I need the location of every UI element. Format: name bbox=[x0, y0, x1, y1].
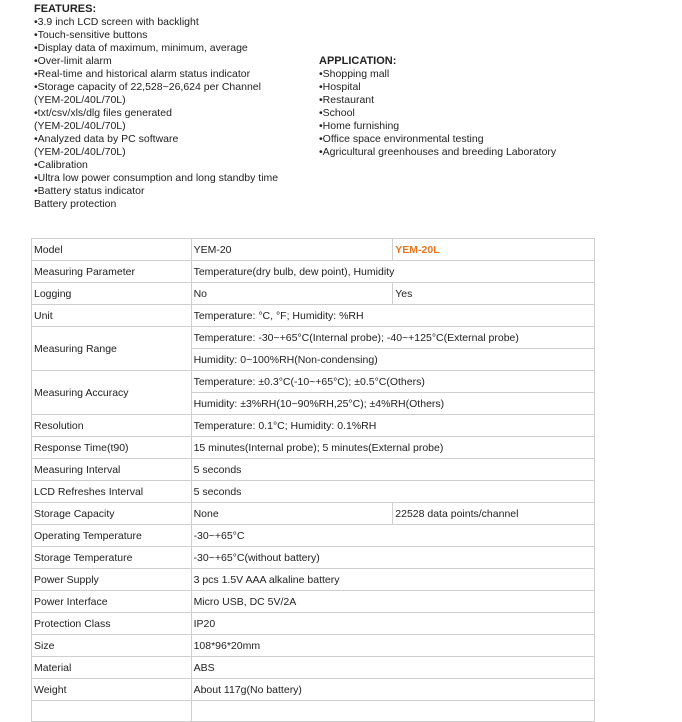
row-label: Measuring Range bbox=[32, 327, 192, 371]
application-item: •Restaurant bbox=[319, 94, 375, 106]
table-row bbox=[32, 657, 595, 679]
row-label: Measuring Interval bbox=[32, 459, 192, 481]
feature-item: •Over-limit alarm bbox=[34, 55, 112, 67]
row-label: Material bbox=[32, 657, 192, 679]
row-label: Storage Capacity bbox=[32, 503, 192, 525]
feature-item: •Display data of maximum, minimum, average bbox=[34, 42, 248, 54]
empty-cell bbox=[32, 701, 192, 722]
empty-cell bbox=[191, 701, 594, 722]
table-row bbox=[32, 261, 595, 283]
table-row bbox=[32, 569, 595, 591]
feature-item: •Battery status indicator bbox=[34, 185, 145, 197]
row-value: 5 seconds bbox=[191, 481, 594, 503]
logging-yem-20: No bbox=[191, 283, 393, 305]
table-row bbox=[32, 371, 595, 393]
row-value: -30~+65°C bbox=[191, 525, 594, 547]
table-row bbox=[32, 239, 595, 261]
row-value: Temperature: °C, °F; Humidity: %RH bbox=[191, 305, 594, 327]
row-label: Logging bbox=[32, 283, 192, 305]
feature-item: •txt/csv/xls/dlg files generated bbox=[34, 107, 172, 119]
table-row bbox=[32, 481, 595, 503]
table-row bbox=[32, 305, 595, 327]
table-row bbox=[32, 415, 595, 437]
row-value: IP20 bbox=[191, 613, 594, 635]
row-label: Weight bbox=[32, 679, 192, 701]
application-item: •Agricultural greenhouses and breeding Laboratory bbox=[319, 146, 557, 158]
table-row bbox=[32, 437, 595, 459]
feature-item: (YEM-20L/40L/70L) bbox=[34, 94, 126, 106]
table-row bbox=[32, 283, 595, 305]
model-yem-20: YEM-20 bbox=[191, 239, 393, 261]
application-item: •Shopping mall bbox=[319, 68, 390, 80]
row-label: Power Interface bbox=[32, 591, 192, 613]
feature-item: •Touch-sensitive buttons bbox=[34, 29, 148, 41]
row-value: Temperature(dry bulb, dew point), Humidity bbox=[191, 261, 594, 283]
application-item: •Home furnishing bbox=[319, 120, 400, 132]
table-row bbox=[32, 613, 595, 635]
row-value: Temperature: ±0.3°C(-10~+65°C); ±0.5°C(Others) bbox=[191, 371, 594, 393]
specifications-table bbox=[31, 238, 595, 722]
table-row bbox=[32, 525, 595, 547]
row-label: Power Supply bbox=[32, 569, 192, 591]
application-section bbox=[319, 55, 556, 159]
feature-item: (YEM-20L/40L/70L) bbox=[34, 120, 126, 132]
table-row bbox=[32, 503, 595, 525]
row-value: Temperature: -30~+65°C(Internal probe); -40~+125°C(External probe) bbox=[191, 327, 594, 349]
row-value: 108*96*20mm bbox=[191, 635, 594, 657]
row-label: Response Time(t90) bbox=[32, 437, 192, 459]
row-label: Measuring Accuracy bbox=[32, 371, 192, 415]
row-value: Micro USB, DC 5V/2A bbox=[191, 591, 594, 613]
table-row bbox=[32, 591, 595, 613]
model-yem-20l: YEM-20L bbox=[393, 239, 595, 261]
feature-item: Battery protection bbox=[34, 198, 117, 210]
row-label: Model bbox=[32, 239, 192, 261]
row-label: Protection Class bbox=[32, 613, 192, 635]
row-value: 3 pcs 1.5V AAA alkaline battery bbox=[191, 569, 594, 591]
storage-yem-20l: 22528 data points/channel bbox=[393, 503, 595, 525]
storage-yem-20: None bbox=[191, 503, 393, 525]
row-value: Temperature: 0.1°C; Humidity: 0.1%RH bbox=[191, 415, 594, 437]
row-value: 5 seconds bbox=[191, 459, 594, 481]
row-value: Humidity: 0~100%RH(Non-condensing) bbox=[191, 349, 594, 371]
application-heading: APPLICATION: bbox=[319, 55, 397, 67]
row-value: 15 minutes(Internal probe); 5 minutes(External probe) bbox=[191, 437, 594, 459]
application-item: •Office space environmental testing bbox=[319, 133, 484, 145]
feature-item: •Ultra low power consumption and long standby time bbox=[34, 172, 279, 184]
row-value: Humidity: ±3%RH(10~90%RH,25°C); ±4%RH(Others) bbox=[191, 393, 594, 415]
feature-item: •Calibration bbox=[34, 159, 88, 171]
row-label: Measuring Parameter bbox=[32, 261, 192, 283]
table-row bbox=[32, 679, 595, 701]
row-value: ABS bbox=[191, 657, 594, 679]
application-item: •School bbox=[319, 107, 355, 119]
feature-item: •3.9 inch LCD screen with backlight bbox=[34, 16, 199, 28]
row-label: Storage Temperature bbox=[32, 547, 192, 569]
table-row bbox=[32, 459, 595, 481]
row-value: -30~+65°C(without battery) bbox=[191, 547, 594, 569]
application-item: •Hospital bbox=[319, 81, 361, 93]
features-section bbox=[34, 3, 278, 211]
row-label: Size bbox=[32, 635, 192, 657]
features-heading: FEATURES: bbox=[34, 3, 97, 15]
row-label: LCD Refreshes Interval bbox=[32, 481, 192, 503]
table-row bbox=[32, 635, 595, 657]
feature-item: •Analyzed data by PC software bbox=[34, 133, 179, 145]
feature-item: (YEM-20L/40L/70L) bbox=[34, 146, 126, 158]
row-label: Unit bbox=[32, 305, 192, 327]
logging-yem-20l: Yes bbox=[393, 283, 595, 305]
feature-item: •Storage capacity of 22,528~26,624 per Channel bbox=[34, 81, 261, 93]
table-row bbox=[32, 547, 595, 569]
row-label: Resolution bbox=[32, 415, 192, 437]
table-row bbox=[32, 701, 595, 722]
row-label: Operating Temperature bbox=[32, 525, 192, 547]
table-row bbox=[32, 327, 595, 349]
feature-item: •Real-time and historical alarm status indicator bbox=[34, 68, 251, 80]
row-value: About 117g(No battery) bbox=[191, 679, 594, 701]
